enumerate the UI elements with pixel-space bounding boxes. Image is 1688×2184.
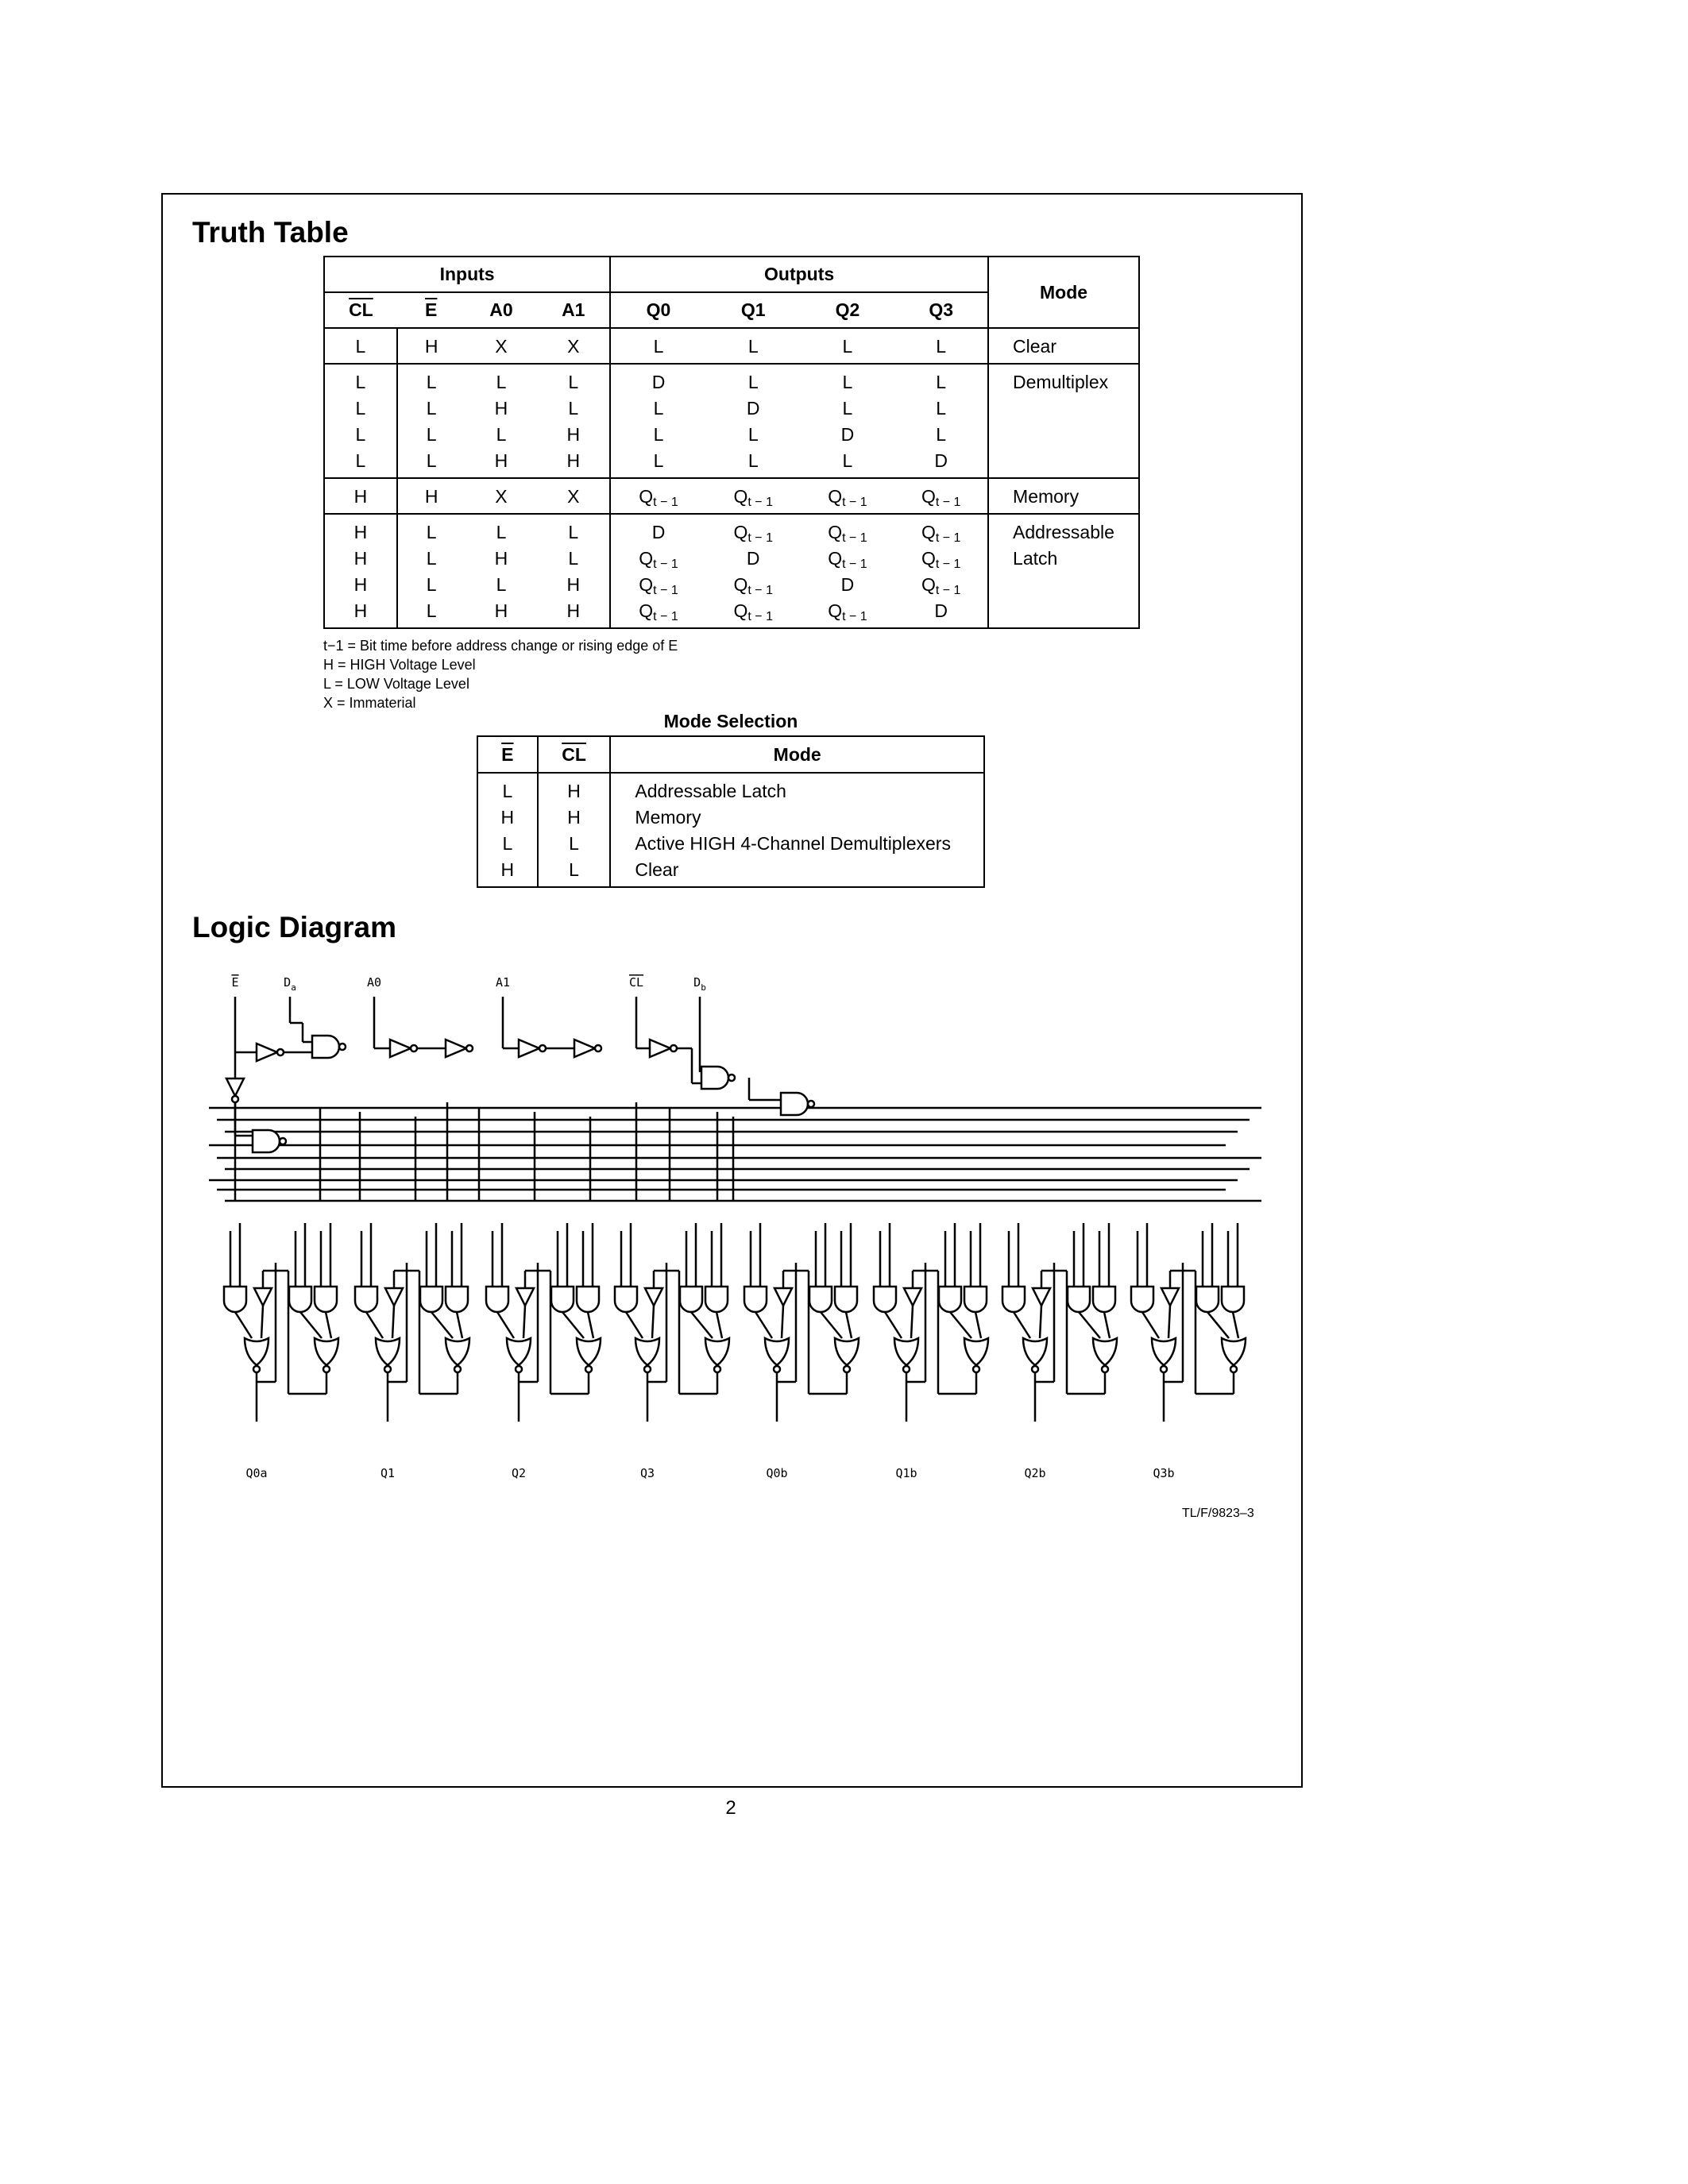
output-label: Q3 — [639, 1466, 655, 1480]
truth-cell: L — [936, 398, 947, 419]
nor-bubble — [323, 1366, 330, 1372]
outputs-group-header: Outputs — [610, 257, 988, 292]
wire — [326, 1312, 331, 1338]
truth-cell: L — [496, 424, 507, 445]
col-header-q2: Q2 — [801, 292, 895, 328]
truth-cell: $Q_{t - 1}$ — [921, 548, 961, 571]
and-gate — [1131, 1287, 1153, 1312]
nor-bubble — [585, 1366, 592, 1372]
truth-col-e — [397, 364, 465, 478]
mode-row-cl: L — [569, 833, 579, 854]
nor-gate — [894, 1338, 918, 1365]
and-gate — [964, 1287, 987, 1312]
and-gate — [1196, 1287, 1219, 1312]
and-gate — [1222, 1287, 1244, 1312]
logic-diagram — [161, 937, 1303, 1493]
gate-bubble — [728, 1075, 735, 1081]
truth-cell: $Q_{t - 1}$ — [733, 522, 773, 545]
and-gate — [939, 1287, 961, 1312]
inverter-gate — [650, 1040, 670, 1057]
nand-gate — [701, 1067, 728, 1089]
truth-cell: L — [936, 372, 947, 392]
truth-cell: L — [496, 372, 507, 392]
truth-cell: L — [842, 450, 853, 471]
inverter-bubble — [466, 1045, 473, 1051]
truth-table-body — [324, 328, 1139, 628]
truth-cell: L — [355, 424, 366, 445]
inputs-group-header: Inputs — [324, 257, 610, 292]
mode-row-name: Clear — [635, 859, 679, 880]
wire — [717, 1312, 722, 1338]
truth-cell: D — [651, 372, 666, 392]
wire — [1079, 1312, 1100, 1338]
and-gate — [486, 1287, 508, 1312]
truth-cell: H — [494, 548, 508, 569]
truth-mode-cell: Memory — [988, 478, 1139, 514]
col-header-a0: A0 — [465, 292, 538, 328]
truth-col-e — [397, 478, 465, 514]
mode-row-cl: L — [569, 859, 579, 880]
and-gate — [744, 1287, 767, 1312]
nor-bubble — [844, 1366, 850, 1372]
nor-gate — [376, 1338, 400, 1365]
note-low: L = LOW Voltage Level — [323, 676, 469, 692]
col-header-q1: Q1 — [706, 292, 801, 328]
output-label: Q0b — [766, 1466, 788, 1480]
truth-cell: $Q_{t - 1}$ — [639, 486, 678, 509]
input-label: $D_b$ — [693, 975, 706, 993]
nor-bubble — [1161, 1366, 1167, 1372]
output-label: Q1b — [895, 1466, 917, 1480]
note-t-minus-1: t−1 = Bit time before address change or rising edge of E — [323, 638, 678, 654]
truth-cell: $Q_{t - 1}$ — [828, 548, 867, 571]
nor-gate — [1222, 1338, 1246, 1365]
truth-cell: X — [567, 486, 580, 507]
wire — [431, 1312, 453, 1338]
truth-cell: D — [934, 600, 948, 621]
mode-row-e: H — [500, 807, 515, 828]
nor-bubble — [454, 1366, 461, 1372]
and-gate — [355, 1287, 377, 1312]
mode-row-name: Active HIGH 4-Channel Demultiplexers — [635, 833, 951, 854]
wire — [911, 1306, 913, 1338]
truth-cell: L — [842, 336, 853, 357]
enable-bubble — [232, 1096, 238, 1102]
truth-cell: L — [747, 372, 759, 392]
mode-row-e: L — [502, 833, 513, 854]
truth-cell: L — [355, 450, 366, 471]
nor-gate — [1093, 1338, 1117, 1365]
truth-col-a1 — [537, 328, 610, 364]
input-subscript: b — [701, 982, 706, 993]
truth-cell: L — [842, 372, 853, 392]
gate-bubble — [339, 1044, 346, 1050]
page-number: 2 — [725, 1797, 736, 1819]
mode-row-cl: H — [567, 807, 581, 828]
nor-gate — [1152, 1338, 1176, 1365]
truth-cell: $Q_{t - 1}$ — [639, 600, 678, 623]
truth-cell: H — [566, 450, 581, 471]
truth-cell: $Q_{t - 1}$ — [639, 548, 678, 571]
truth-cell: L — [653, 398, 664, 419]
truth-col-q3 — [894, 478, 988, 514]
and-gate — [874, 1287, 896, 1312]
truth-table — [323, 256, 1140, 629]
buffer-gate — [774, 1288, 792, 1306]
wire — [626, 1312, 643, 1338]
and-gate — [1002, 1287, 1025, 1312]
truth-cell: L — [568, 548, 579, 569]
truth-cell: $Q_{t - 1}$ — [733, 574, 773, 597]
and-gate — [1068, 1287, 1090, 1312]
note-high: H = HIGH Voltage Level — [323, 657, 476, 673]
truth-cell: $Q_{t - 1}$ — [828, 600, 867, 623]
logic-diagram-title: Logic Diagram — [192, 911, 396, 943]
truth-col-a1 — [537, 364, 610, 478]
nor-gate — [635, 1338, 659, 1365]
truth-mode-cell: Clear — [988, 328, 1139, 364]
input-subscript: a — [291, 982, 296, 993]
truth-cell: L — [426, 600, 437, 621]
truth-cell: $Q_{t - 1}$ — [733, 486, 773, 509]
truth-cell: L — [653, 336, 664, 357]
and-gate — [420, 1287, 442, 1312]
truth-cell: L — [426, 522, 437, 542]
truth-cell: D — [746, 548, 760, 569]
nor-gate — [577, 1338, 601, 1365]
truth-cell: L — [568, 372, 579, 392]
inverter-bubble — [539, 1045, 546, 1051]
truth-group-row — [324, 478, 1139, 514]
truth-col-e — [397, 328, 465, 364]
mode-col-e: $\overline{E}$ — [501, 743, 514, 765]
truth-col-q1 — [706, 328, 801, 364]
truth-group-row — [324, 364, 1139, 478]
truth-col-a1 — [537, 514, 610, 628]
wire — [755, 1312, 772, 1338]
truth-cell: L — [747, 424, 759, 445]
mode-row-e: L — [502, 781, 513, 801]
mode-col-cl: $\overline{CL}$ — [562, 743, 586, 765]
wire — [235, 1312, 252, 1338]
truth-cell: $Q_{t - 1}$ — [921, 574, 961, 597]
mode-row-name: Memory — [635, 807, 701, 828]
nand-gate — [253, 1130, 280, 1152]
truth-cell: L — [426, 398, 437, 419]
truth-col-e — [397, 514, 465, 628]
truth-mode-cell: Demultiplex — [988, 364, 1139, 478]
nor-gate — [705, 1338, 729, 1365]
truth-cell: L — [842, 398, 853, 419]
truth-col-q2 — [801, 478, 895, 514]
truth-cell: D — [746, 398, 760, 419]
nor-bubble — [903, 1366, 910, 1372]
truth-col-q2 — [801, 514, 895, 628]
gate-bubble — [808, 1101, 814, 1107]
input-label: A1 — [495, 975, 511, 990]
nor-bubble — [774, 1366, 780, 1372]
truth-col-q2 — [801, 328, 895, 364]
and-gate — [224, 1287, 246, 1312]
wire — [261, 1306, 263, 1338]
truth-col-q1 — [706, 478, 801, 514]
nor-gate — [245, 1338, 268, 1365]
buffer-gate — [1033, 1288, 1050, 1306]
input-label: A0 — [366, 975, 382, 990]
truth-col-cl — [324, 478, 397, 514]
output-label: Q2b — [1024, 1466, 1046, 1480]
inverter-bubble — [670, 1045, 677, 1051]
truth-cell: H — [566, 600, 581, 621]
and-gate — [835, 1287, 857, 1312]
nor-bubble — [644, 1366, 651, 1372]
and-gate — [315, 1287, 337, 1312]
nor-bubble — [384, 1366, 391, 1372]
truth-cell: L — [747, 336, 759, 357]
and-gate — [577, 1287, 599, 1312]
truth-cell: H — [353, 522, 368, 542]
and-gate — [705, 1287, 728, 1312]
truth-col-q3 — [894, 364, 988, 478]
truth-cell: L — [653, 424, 664, 445]
truth-col-cl — [324, 364, 397, 478]
wire — [588, 1312, 593, 1338]
truth-mode-cell: Addressable Latch — [988, 514, 1139, 628]
input-label: CL — [628, 975, 644, 990]
truth-cell: L — [355, 398, 366, 419]
wire — [1207, 1312, 1229, 1338]
truth-cell: L — [355, 336, 366, 357]
truth-cell: L — [426, 574, 437, 595]
truth-cell: H — [424, 336, 438, 357]
truth-cell: X — [567, 336, 580, 357]
output-label: Q3b — [1153, 1466, 1175, 1480]
truth-cell: L — [936, 424, 947, 445]
nor-bubble — [1102, 1366, 1108, 1372]
col-header-a1: A1 — [537, 292, 610, 328]
truth-cell: L — [568, 398, 579, 419]
wire — [950, 1312, 971, 1338]
and-gate — [615, 1287, 637, 1312]
truth-col-cl — [324, 328, 397, 364]
inverter-bubble — [595, 1045, 601, 1051]
truth-cell: H — [494, 398, 508, 419]
figure-code: TL/F/9823–3 — [1182, 1507, 1254, 1520]
wire — [975, 1312, 981, 1338]
nor-bubble — [714, 1366, 720, 1372]
truth-col-cl — [324, 514, 397, 628]
truth-cell: $Q_{t - 1}$ — [828, 486, 867, 509]
truth-cell: L — [568, 522, 579, 542]
truth-cell: L — [936, 336, 947, 357]
wire — [366, 1312, 383, 1338]
truth-col-q0 — [610, 328, 706, 364]
wire — [562, 1312, 584, 1338]
nor-gate — [507, 1338, 531, 1365]
truth-col-q1 — [706, 514, 801, 628]
nand-gate — [312, 1036, 339, 1058]
truth-cell: L — [426, 548, 437, 569]
inverter-bubble — [411, 1045, 417, 1051]
and-gate — [551, 1287, 574, 1312]
truth-cell: D — [840, 574, 855, 595]
buffer-gate — [904, 1288, 921, 1306]
and-gate — [289, 1287, 311, 1312]
truth-col-q3 — [894, 514, 988, 628]
truth-col-q3 — [894, 328, 988, 364]
truth-col-q2 — [801, 364, 895, 478]
col-header-q3: Q3 — [894, 292, 988, 328]
buffer-gate — [254, 1288, 272, 1306]
nor-gate — [446, 1338, 469, 1365]
truth-col-q0 — [610, 514, 706, 628]
truth-col-q1 — [706, 364, 801, 478]
wire — [300, 1312, 322, 1338]
truth-cell: H — [566, 424, 581, 445]
nand-gate — [781, 1093, 808, 1115]
wire — [782, 1306, 783, 1338]
truth-cell: L — [496, 522, 507, 542]
input-label: E — [231, 975, 239, 990]
truth-col-q0 — [610, 478, 706, 514]
truth-col-a0 — [465, 478, 538, 514]
truth-cell: L — [426, 372, 437, 392]
nor-bubble — [253, 1366, 260, 1372]
mode-col-mode: Mode — [610, 736, 984, 773]
inverter-gate — [574, 1040, 595, 1057]
buffer-gate — [1161, 1288, 1179, 1306]
wire — [1233, 1312, 1238, 1338]
buffer-gate — [516, 1288, 534, 1306]
output-label: Q2 — [511, 1466, 527, 1480]
truth-cell: H — [566, 574, 581, 595]
wire — [1014, 1312, 1030, 1338]
note-immaterial: X = Immaterial — [323, 695, 416, 711]
truth-cell: L — [426, 424, 437, 445]
wire — [523, 1306, 525, 1338]
gate-bubble — [280, 1138, 286, 1144]
inverter-gate — [390, 1040, 411, 1057]
nor-bubble — [1032, 1366, 1038, 1372]
col-header-q0: Q0 — [610, 292, 706, 328]
truth-cell: $Q_{t - 1}$ — [639, 574, 678, 597]
truth-cell: L — [653, 450, 664, 471]
truth-table-notes — [323, 636, 678, 712]
nor-bubble — [1230, 1366, 1237, 1372]
inverter-gate — [446, 1040, 466, 1057]
truth-cell: L — [355, 372, 366, 392]
diagram-labels — [231, 975, 1174, 1480]
truth-cell: H — [353, 486, 368, 507]
mode-header: Mode — [988, 257, 1139, 328]
truth-cell: H — [353, 548, 368, 569]
wire — [691, 1312, 713, 1338]
col-header-cl: $\overline{CL}$ — [349, 299, 373, 320]
and-gate — [446, 1287, 468, 1312]
truth-cell: D — [840, 424, 855, 445]
output-label: Q1 — [380, 1466, 396, 1480]
truth-cell: X — [495, 336, 508, 357]
truth-cell: $Q_{t - 1}$ — [733, 600, 773, 623]
and-gate — [809, 1287, 832, 1312]
truth-col-a0 — [465, 328, 538, 364]
col-header-e: $\overline{E}$ — [425, 299, 438, 320]
truth-table-title: Truth Table — [192, 216, 349, 249]
enable-buffer — [226, 1078, 244, 1096]
mode-selection-table — [477, 735, 985, 888]
wire — [821, 1312, 842, 1338]
output-label: Q0a — [245, 1466, 268, 1480]
truth-cell: X — [495, 486, 508, 507]
wire — [457, 1312, 462, 1338]
truth-cell: H — [494, 450, 508, 471]
wire — [846, 1312, 852, 1338]
truth-group-row — [324, 514, 1139, 628]
nor-gate — [315, 1338, 338, 1365]
truth-cell: H — [494, 600, 508, 621]
truth-cell: L — [426, 450, 437, 471]
inverter-bubble — [277, 1049, 284, 1055]
inverter-gate — [257, 1044, 277, 1061]
input-label: $D_a$ — [284, 975, 296, 993]
truth-cell: D — [651, 522, 666, 542]
and-gate — [1093, 1287, 1115, 1312]
nor-gate — [964, 1338, 988, 1365]
truth-col-a0 — [465, 514, 538, 628]
truth-cell: $Q_{t - 1}$ — [828, 522, 867, 545]
nor-gate — [1023, 1338, 1047, 1365]
wire — [885, 1312, 902, 1338]
nor-gate — [835, 1338, 859, 1365]
wire — [392, 1306, 394, 1338]
truth-col-a0 — [465, 364, 538, 478]
truth-cell: $Q_{t - 1}$ — [921, 522, 961, 545]
mode-selection-caption: Mode Selection — [663, 711, 798, 731]
buffer-gate — [645, 1288, 662, 1306]
truth-cell: H — [353, 574, 368, 595]
truth-cell: H — [353, 600, 368, 621]
mode-row-name: Addressable Latch — [635, 781, 786, 801]
wire — [1142, 1312, 1159, 1338]
diagram-gates — [224, 1036, 1246, 1372]
wire — [1040, 1306, 1041, 1338]
truth-col-a1 — [537, 478, 610, 514]
truth-cell: H — [424, 486, 438, 507]
wire — [1104, 1312, 1110, 1338]
nor-bubble — [973, 1366, 979, 1372]
mode-row-cl: H — [567, 781, 581, 801]
buffer-gate — [385, 1288, 403, 1306]
truth-cell: L — [496, 574, 507, 595]
truth-cell: D — [934, 450, 948, 471]
truth-col-q0 — [610, 364, 706, 478]
nor-bubble — [516, 1366, 522, 1372]
truth-cell: $Q_{t - 1}$ — [921, 486, 961, 509]
wire — [1168, 1306, 1170, 1338]
wire — [497, 1312, 514, 1338]
truth-cell: L — [747, 450, 759, 471]
nor-gate — [765, 1338, 789, 1365]
wire — [652, 1306, 654, 1338]
and-gate — [680, 1287, 702, 1312]
inverter-gate — [519, 1040, 539, 1057]
truth-group-row — [324, 328, 1139, 364]
mode-row-e: H — [500, 859, 515, 880]
